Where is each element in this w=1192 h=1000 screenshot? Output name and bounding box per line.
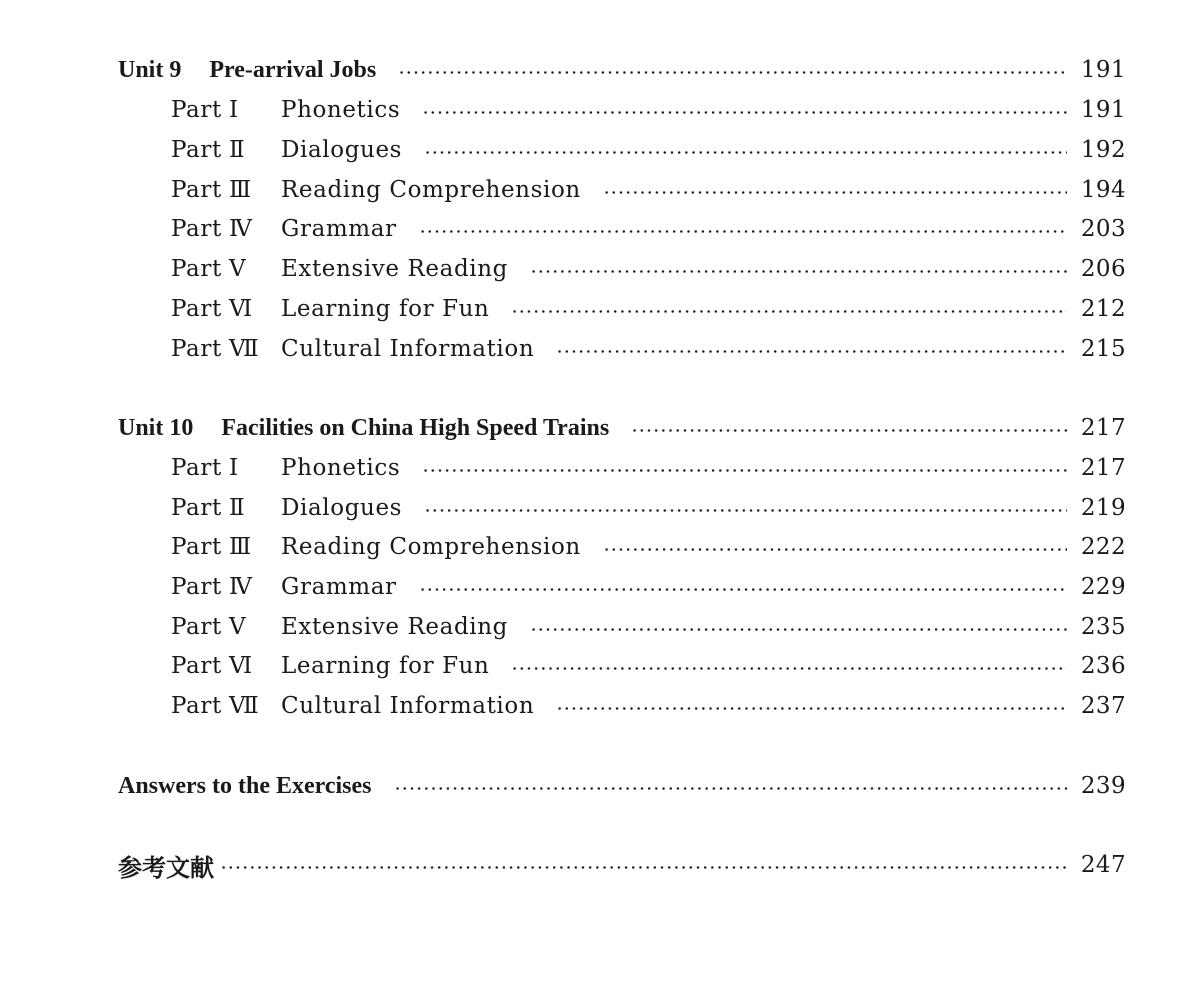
dot-leader xyxy=(398,71,1067,74)
part-word: Part xyxy=(171,653,222,679)
page-number: 192 xyxy=(1080,137,1126,163)
toc-part-entry[interactable] xyxy=(171,174,1126,206)
part-heading xyxy=(171,574,397,600)
page-number: 235 xyxy=(1080,614,1126,640)
dot-leader xyxy=(511,667,1066,670)
dot-leader xyxy=(511,310,1066,313)
part-heading xyxy=(171,137,402,163)
unit-heading xyxy=(118,415,609,442)
part-word: Part xyxy=(171,495,222,521)
part-title: Extensive Reading xyxy=(281,256,508,282)
page-number: 191 xyxy=(1080,97,1126,123)
toc-answers-entry[interactable] xyxy=(118,770,1126,802)
unit-heading xyxy=(118,57,376,84)
part-heading xyxy=(171,455,400,481)
part-word: Part xyxy=(171,614,222,640)
toc-unit-entry[interactable] xyxy=(118,412,1126,444)
page-number: 215 xyxy=(1080,336,1126,362)
part-word: Part xyxy=(171,216,222,242)
part-title: Extensive Reading xyxy=(281,614,508,640)
part-title: Reading Comprehension xyxy=(281,177,581,203)
dot-leader xyxy=(419,230,1067,233)
dot-leader xyxy=(424,509,1067,512)
part-numeral: Ⅳ xyxy=(229,574,253,599)
part-numeral: Ⅲ xyxy=(229,534,252,559)
toc-part-entry[interactable] xyxy=(171,253,1126,285)
unit-number: Unit 9 xyxy=(118,56,182,83)
part-title: Grammar xyxy=(281,574,397,600)
toc-part-entry[interactable] xyxy=(171,611,1126,643)
part-heading xyxy=(171,495,402,521)
dot-leader xyxy=(422,469,1067,472)
toc-part-entry[interactable] xyxy=(171,571,1126,603)
page-number: 239 xyxy=(1080,773,1126,799)
part-title: Phonetics xyxy=(281,455,401,481)
unit-title: Pre-arrival Jobs xyxy=(209,56,377,83)
part-title: Reading Comprehension xyxy=(281,534,581,560)
toc-references-entry[interactable] xyxy=(118,849,1126,881)
part-title: Dialogues xyxy=(281,137,403,163)
part-numeral: Ⅵ xyxy=(229,296,253,321)
toc-unit-entry[interactable] xyxy=(118,54,1126,86)
toc-part-entry[interactable] xyxy=(171,333,1126,365)
part-numeral: Ⅲ xyxy=(229,177,252,202)
toc-part-entry[interactable] xyxy=(171,690,1126,722)
part-word: Part xyxy=(171,296,222,322)
part-numeral: Ⅶ xyxy=(229,336,260,361)
toc-part-entry[interactable] xyxy=(171,492,1126,524)
part-heading xyxy=(171,296,489,322)
part-title: Cultural Information xyxy=(281,336,535,362)
part-word: Part xyxy=(171,455,222,481)
part-heading xyxy=(171,216,397,242)
part-heading xyxy=(171,336,534,362)
dot-leader xyxy=(424,151,1067,154)
toc-part-entry[interactable] xyxy=(171,293,1126,325)
dot-leader xyxy=(603,548,1067,551)
part-word: Part xyxy=(171,256,222,282)
dot-leader xyxy=(631,429,1067,432)
page-number: 203 xyxy=(1080,216,1126,242)
part-title: Learning for Fun xyxy=(281,296,490,322)
part-heading xyxy=(171,177,581,203)
unit-title: Facilities on China High Speed Trains xyxy=(221,414,610,441)
part-numeral: Ⅱ xyxy=(229,137,246,162)
dot-leader xyxy=(422,111,1067,114)
part-word: Part xyxy=(171,693,222,719)
toc-part-entry[interactable] xyxy=(171,531,1126,563)
toc-part-entry[interactable] xyxy=(171,94,1126,126)
dot-leader xyxy=(394,787,1067,790)
part-heading xyxy=(171,97,400,123)
part-word: Part xyxy=(171,97,222,123)
page-number: 212 xyxy=(1080,296,1126,322)
part-word: Part xyxy=(171,177,222,203)
page-number: 222 xyxy=(1080,534,1126,560)
part-title: Phonetics xyxy=(281,97,401,123)
part-numeral: Ⅳ xyxy=(229,216,253,241)
toc-part-entry[interactable] xyxy=(171,452,1126,484)
part-word: Part xyxy=(171,534,222,560)
toc-part-entry[interactable] xyxy=(171,213,1126,245)
part-title: Grammar xyxy=(281,216,397,242)
part-word: Part xyxy=(171,336,222,362)
part-word: Part xyxy=(171,574,222,600)
page-number: 247 xyxy=(1080,852,1126,878)
part-numeral: Ⅱ xyxy=(229,495,246,520)
dot-leader xyxy=(530,270,1067,273)
part-numeral: Ⅴ xyxy=(229,256,247,281)
part-numeral: Ⅵ xyxy=(229,653,253,678)
page-number: 194 xyxy=(1080,177,1126,203)
dot-leader xyxy=(556,707,1067,710)
dot-leader xyxy=(419,588,1067,591)
part-numeral: Ⅰ xyxy=(229,97,239,122)
toc-part-entry[interactable] xyxy=(171,134,1126,166)
dot-leader xyxy=(603,191,1067,194)
page-number: 237 xyxy=(1080,693,1126,719)
part-numeral: Ⅰ xyxy=(229,455,239,480)
part-heading xyxy=(171,653,489,679)
page-number: 229 xyxy=(1080,574,1126,600)
part-numeral: Ⅴ xyxy=(229,614,247,639)
part-heading xyxy=(171,534,581,560)
part-title: Learning for Fun xyxy=(281,653,490,679)
dot-leader xyxy=(220,866,1067,869)
part-title: Dialogues xyxy=(281,495,403,521)
part-word: Part xyxy=(171,137,222,163)
page-number: 217 xyxy=(1080,455,1126,481)
unit-number: Unit 10 xyxy=(118,414,194,441)
answers-heading: Answers to the Exercises xyxy=(118,772,372,799)
dot-leader xyxy=(530,628,1067,631)
page-number: 217 xyxy=(1080,415,1126,441)
part-heading xyxy=(171,256,508,282)
part-heading xyxy=(171,693,534,719)
part-title: Cultural Information xyxy=(281,693,535,719)
page-number: 236 xyxy=(1080,653,1126,679)
page-number: 206 xyxy=(1080,256,1126,282)
page-number: 219 xyxy=(1080,495,1126,521)
part-heading xyxy=(171,614,508,640)
dot-leader xyxy=(556,350,1067,353)
page-number: 191 xyxy=(1080,57,1126,83)
toc-part-entry[interactable] xyxy=(171,650,1126,682)
references-heading: 参考文献 xyxy=(118,855,214,882)
part-numeral: Ⅶ xyxy=(229,693,260,718)
